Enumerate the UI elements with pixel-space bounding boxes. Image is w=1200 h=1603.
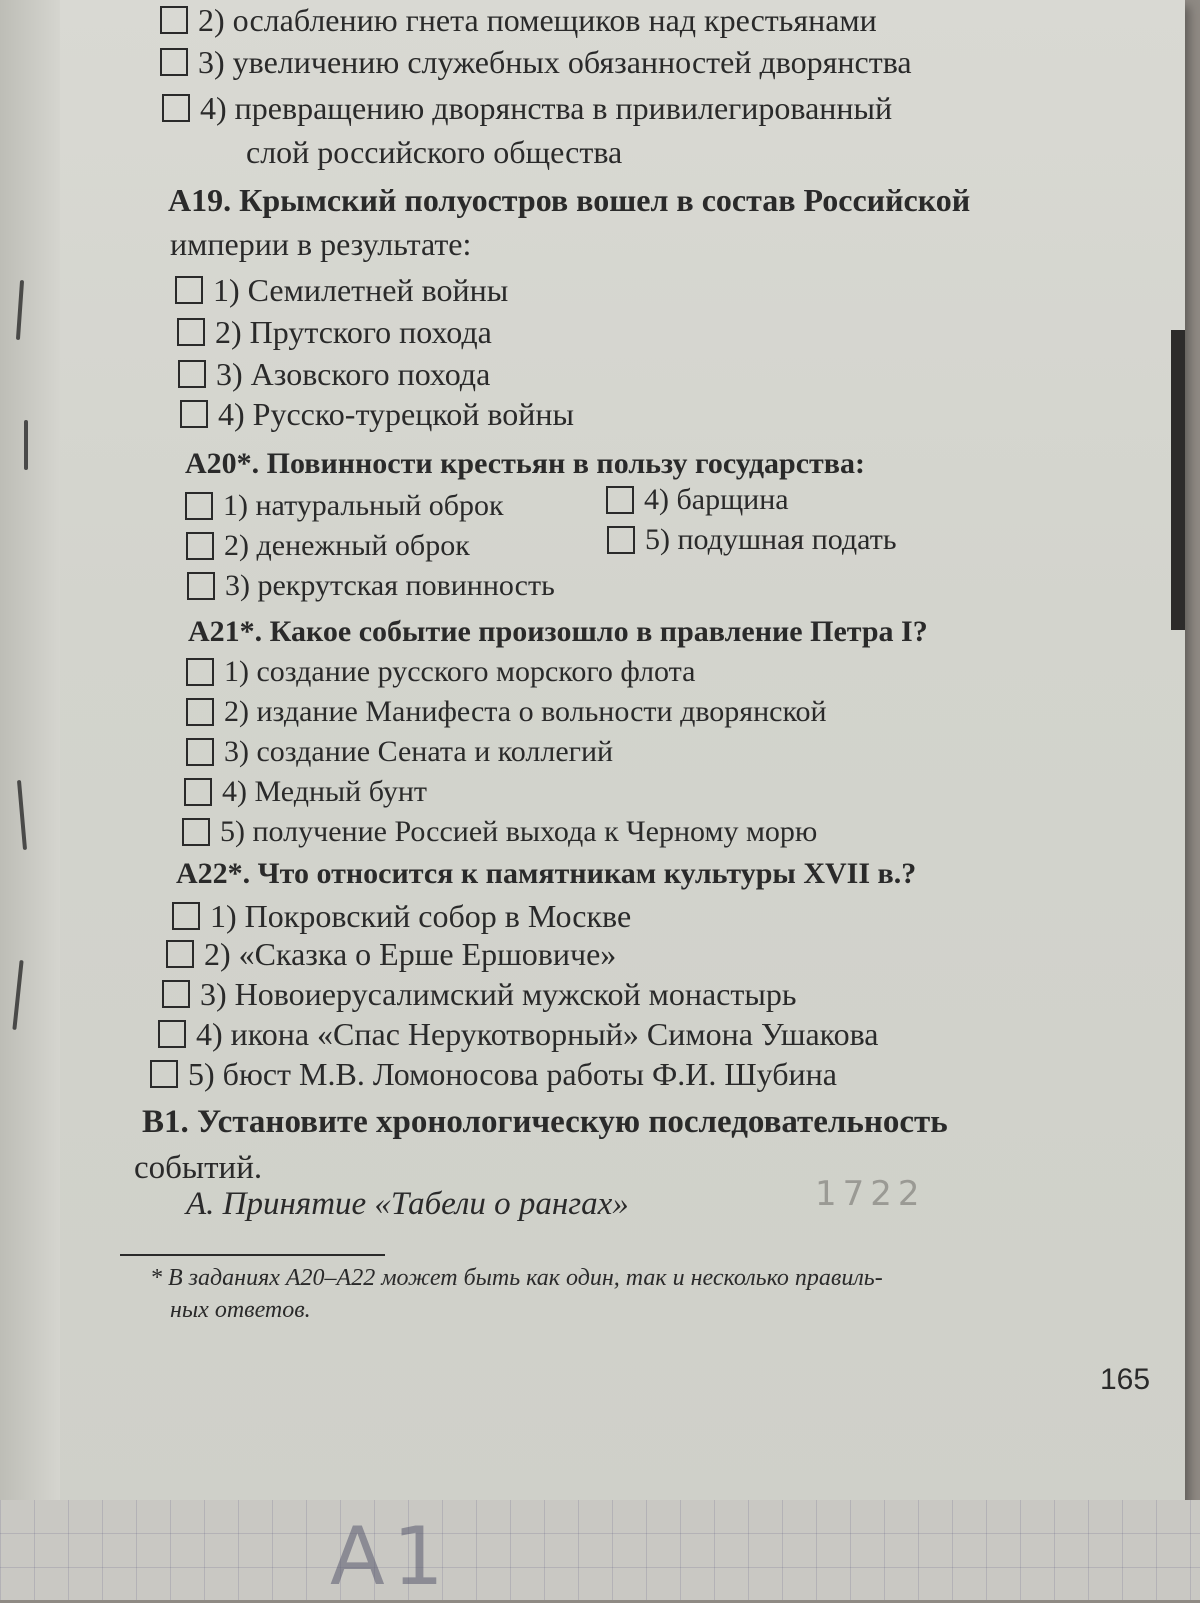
option-a19-4: 4) Русско-турецкой войны [180, 396, 574, 432]
answer-checkbox[interactable] [162, 94, 190, 122]
option-a21-2: 2) издание Манифеста о вольности дворянской [186, 694, 827, 730]
handwritten-year: 1722 [815, 1174, 926, 1214]
option-a20-3: 3) рекрутская повинность [187, 568, 555, 604]
option-a21-4: 4) Медный бунт [184, 774, 427, 810]
answer-checkbox[interactable] [180, 400, 208, 428]
question-a22-title: А22*. Что относится к памятникам культуры XVII в.? [176, 857, 917, 890]
answer-checkbox[interactable] [184, 778, 212, 806]
option-a20-2: 2) денежный оброк [186, 528, 470, 564]
option-a20-1: 1) натуральный оброк [185, 488, 504, 524]
option-top-2: 2) ослаблению гнета помещиков над крестьянами [160, 2, 877, 38]
question-a19-title-cont: империи в результате: [170, 226, 472, 262]
answer-checkbox[interactable] [606, 486, 634, 514]
notebook-handwriting: A1 [330, 1510, 452, 1603]
answer-checkbox[interactable] [158, 1020, 186, 1048]
question-a19-title: А19. Крымский полуостров вошел в состав Российской [168, 182, 971, 218]
answer-checkbox[interactable] [607, 526, 635, 554]
answer-checkbox[interactable] [160, 48, 188, 76]
option-a20-5: 5) подушная подать [607, 522, 897, 558]
answer-checkbox[interactable] [186, 698, 214, 726]
answer-checkbox[interactable] [177, 318, 205, 346]
answer-checkbox[interactable] [186, 738, 214, 766]
answer-checkbox[interactable] [166, 940, 194, 968]
option-a22-3: 3) Новоиерусалимский мужской монастырь [162, 976, 796, 1012]
page-binding-shadow [0, 0, 60, 1530]
question-b1-title-cont: событий. [134, 1150, 263, 1186]
answer-checkbox[interactable] [185, 492, 213, 520]
question-a20-title: А20*. Повинности крестьян в пользу государства: [185, 447, 865, 480]
page-number: 165 [1100, 1363, 1151, 1396]
margin-mark [24, 420, 28, 470]
answer-checkbox[interactable] [175, 276, 203, 304]
option-a19-2: 2) Прутского похода [177, 314, 492, 350]
footnote-divider [120, 1254, 385, 1256]
question-a21-title: А21*. Какое событие произошло в правление Петра I? [188, 615, 928, 648]
answer-checkbox[interactable] [182, 818, 210, 846]
b1-item-a: А. Принятие «Табели о рангах» [186, 1186, 629, 1222]
option-a21-1: 1) создание русского морского флота [186, 654, 695, 690]
answer-checkbox[interactable] [150, 1060, 178, 1088]
option-a22-4: 4) икона «Спас Нерукотворный» Симона Ушакова [158, 1016, 878, 1052]
answer-checkbox[interactable] [186, 658, 214, 686]
answer-checkbox[interactable] [162, 980, 190, 1008]
option-a19-3: 3) Азовского похода [178, 356, 490, 392]
option-a21-5: 5) получение Россией выхода к Черному морю [182, 814, 817, 850]
answer-checkbox[interactable] [160, 6, 188, 34]
background-edge [1171, 330, 1185, 630]
option-top-3: 3) увеличению служебных обязанностей дворянства [160, 44, 912, 80]
option-a22-2: 2) «Сказка о Ерше Ершовиче» [166, 936, 616, 972]
option-top-4: 4) превращению дворянства в привилегированный [162, 90, 892, 126]
answer-checkbox[interactable] [187, 572, 215, 600]
option-a19-1: 1) Семилетней войны [175, 272, 508, 308]
option-top-4-cont: слой российского общества [246, 134, 623, 170]
question-b1-title: В1. Установите хронологическую последовательность [142, 1104, 948, 1140]
answer-checkbox[interactable] [172, 902, 200, 930]
option-a22-1: 1) Покровский собор в Москве [172, 898, 631, 934]
footnote-line-2: ных ответов. [170, 1297, 311, 1323]
notebook-background [0, 1500, 1200, 1600]
answer-checkbox[interactable] [186, 532, 214, 560]
option-a22-5: 5) бюст М.В. Ломоносова работы Ф.И. Шубина [150, 1056, 837, 1092]
option-a20-4: 4) барщина [606, 482, 789, 518]
option-a21-3: 3) создание Сената и коллегий [186, 734, 613, 770]
answer-checkbox[interactable] [178, 360, 206, 388]
footnote-line-1: * В заданиях А20–А22 может быть как один, так и несколько правиль- [150, 1265, 883, 1291]
